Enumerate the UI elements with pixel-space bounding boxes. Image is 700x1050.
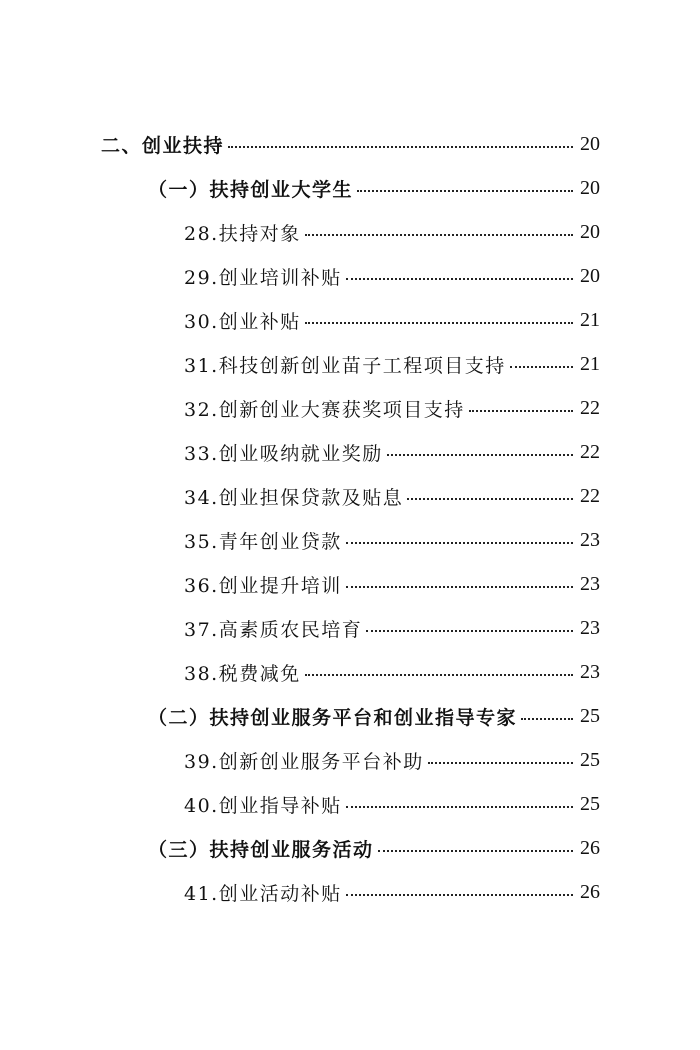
toc-dot-leader <box>407 498 573 500</box>
toc-page-number: 25 <box>580 792 600 815</box>
toc-entry-title: 32.创新创业大赛获奖项目支持 <box>184 398 465 421</box>
toc-page-number: 20 <box>580 176 600 199</box>
toc-dot-leader <box>428 762 573 764</box>
toc-page-number: 25 <box>580 748 600 771</box>
toc-entry-title: 34.创业担保贷款及贴息 <box>184 486 404 509</box>
toc-item-entry[interactable] <box>0 342 700 386</box>
toc-section-entry[interactable] <box>0 694 700 738</box>
toc-item-entry[interactable] <box>0 738 700 782</box>
toc-entry-title: 37.高素质农民培育 <box>184 618 363 641</box>
toc-entry-title: 35.青年创业贷款 <box>184 530 342 553</box>
toc-entry-title: 40.创业指导补贴 <box>184 794 342 817</box>
toc-chapter-entry[interactable] <box>0 122 700 166</box>
toc-page-number: 23 <box>580 660 600 683</box>
toc-page-number: 22 <box>580 396 600 419</box>
toc-dot-leader <box>305 674 573 676</box>
toc-entry-title: （二）扶持创业服务平台和创业指导专家 <box>148 706 518 729</box>
toc-dot-leader <box>387 454 573 456</box>
toc-page-number: 20 <box>580 264 600 287</box>
toc-item-entry[interactable] <box>0 518 700 562</box>
toc-item-entry[interactable] <box>0 562 700 606</box>
toc-entry-title: 31.科技创新创业苗子工程项目支持 <box>184 354 506 377</box>
toc-item-entry[interactable] <box>0 386 700 430</box>
toc-section-entry[interactable] <box>0 166 700 210</box>
toc-section-entry[interactable] <box>0 826 700 870</box>
toc-entry-title: 28.扶持对象 <box>184 222 301 245</box>
toc-page-number: 20 <box>580 220 600 243</box>
toc-dot-leader <box>346 542 573 544</box>
toc-entry-title: 30.创业补贴 <box>184 310 301 333</box>
toc-item-entry[interactable] <box>0 782 700 826</box>
toc-dot-leader <box>366 630 573 632</box>
toc-entry-title: 39.创新创业服务平台补助 <box>184 750 424 773</box>
toc-dot-leader <box>305 322 573 324</box>
toc-page-number: 20 <box>580 132 600 155</box>
toc-page-number: 23 <box>580 616 600 639</box>
toc-dot-leader <box>346 806 573 808</box>
toc-dot-leader <box>378 850 573 852</box>
toc-entry-title: 36.创业提升培训 <box>184 574 342 597</box>
toc-entry-title: （三）扶持创业服务活动 <box>148 838 374 861</box>
toc-page-number: 21 <box>580 352 600 375</box>
toc-entry-title: （一）扶持创业大学生 <box>148 178 354 201</box>
toc-entry-title: 29.创业培训补贴 <box>184 266 342 289</box>
toc-dot-leader <box>305 234 573 236</box>
toc-item-entry[interactable] <box>0 298 700 342</box>
toc-item-entry[interactable] <box>0 474 700 518</box>
toc-dot-leader <box>346 894 573 896</box>
toc-page-number: 23 <box>580 528 600 551</box>
toc-item-entry[interactable] <box>0 210 700 254</box>
table-of-contents <box>0 122 700 914</box>
toc-dot-leader <box>228 146 573 148</box>
toc-item-entry[interactable] <box>0 870 700 914</box>
toc-item-entry[interactable] <box>0 254 700 298</box>
toc-dot-leader <box>469 410 573 412</box>
toc-entry-title: 41.创业活动补贴 <box>184 882 342 905</box>
toc-page-number: 23 <box>580 572 600 595</box>
toc-entry-title: 二、创业扶持 <box>101 134 225 157</box>
toc-dot-leader <box>510 366 573 368</box>
toc-entry-title: 38.税费减免 <box>184 662 301 685</box>
toc-page-number: 26 <box>580 836 600 859</box>
toc-page-number: 22 <box>580 440 600 463</box>
toc-page-number: 26 <box>580 880 600 903</box>
toc-item-entry[interactable] <box>0 430 700 474</box>
toc-entry-title: 33.创业吸纳就业奖励 <box>184 442 383 465</box>
toc-page-number: 25 <box>580 704 600 727</box>
toc-page-number: 21 <box>580 308 600 331</box>
toc-dot-leader <box>357 190 573 192</box>
toc-item-entry[interactable] <box>0 606 700 650</box>
toc-dot-leader <box>521 718 573 720</box>
toc-page-number: 22 <box>580 484 600 507</box>
toc-item-entry[interactable] <box>0 650 700 694</box>
toc-dot-leader <box>346 278 573 280</box>
toc-dot-leader <box>346 586 573 588</box>
